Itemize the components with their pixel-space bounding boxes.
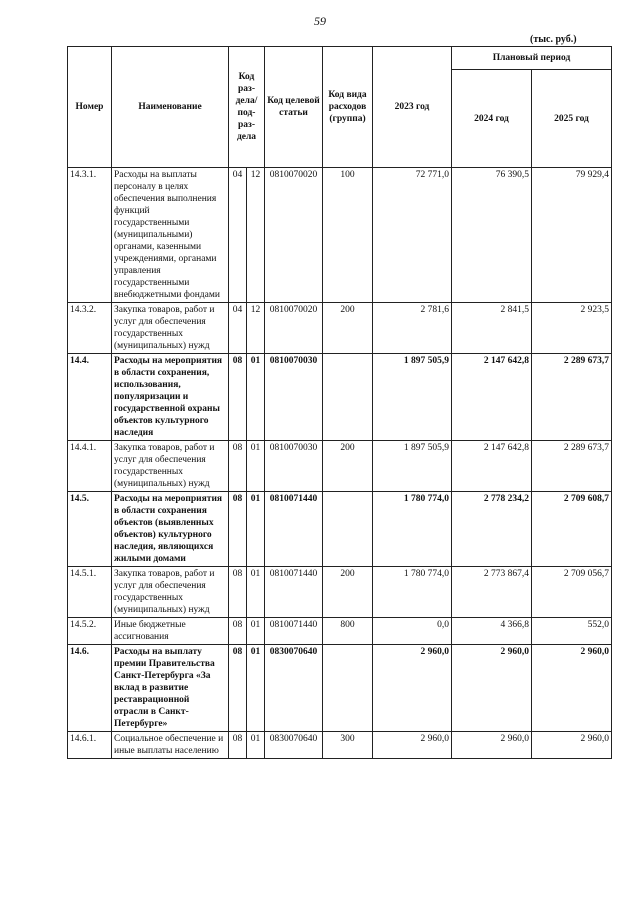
row-value-2024: 2 147 642,8 xyxy=(452,441,532,492)
row-expense-type: 800 xyxy=(323,618,373,645)
row-expense-type: 100 xyxy=(323,168,373,303)
header-name: Наименование xyxy=(112,47,229,168)
row-subsection: 01 xyxy=(247,354,265,441)
row-expense-type: 200 xyxy=(323,441,373,492)
row-section: 04 xyxy=(229,168,247,303)
row-subsection: 12 xyxy=(247,168,265,303)
row-value-2025: 2 289 673,7 xyxy=(532,354,612,441)
units-label: (тыс. руб.) xyxy=(530,34,577,45)
row-name: Расходы на мероприятия в области сохранения объектов (выявленных объектов) культурного наследия, являющихся жилыми домами xyxy=(112,492,229,567)
table-row xyxy=(68,492,612,567)
header-plan-period: Плановый период xyxy=(452,47,612,70)
row-value-2024: 2 841,5 xyxy=(452,303,532,354)
row-value-2025: 79 929,4 xyxy=(532,168,612,303)
row-number: 14.5.1. xyxy=(68,567,112,618)
table-row xyxy=(68,645,612,732)
row-value-2025: 2 709 608,7 xyxy=(532,492,612,567)
row-value-2023: 1 780 774,0 xyxy=(373,567,452,618)
row-target-code: 0810071440 xyxy=(265,567,323,618)
row-subsection: 01 xyxy=(247,618,265,645)
row-section: 08 xyxy=(229,441,247,492)
header-year-2025: 2025 год xyxy=(532,70,612,168)
table-row xyxy=(68,567,612,618)
row-number: 14.5.2. xyxy=(68,618,112,645)
row-number: 14.6. xyxy=(68,645,112,732)
row-subsection: 01 xyxy=(247,567,265,618)
row-target-code: 0810070030 xyxy=(265,354,323,441)
table-row xyxy=(68,354,612,441)
row-value-2023: 2 781,6 xyxy=(373,303,452,354)
header-year-2024: 2024 год xyxy=(452,70,532,168)
row-section: 08 xyxy=(229,567,247,618)
row-expense-type xyxy=(323,492,373,567)
row-value-2025: 552,0 xyxy=(532,618,612,645)
row-value-2025: 2 709 056,7 xyxy=(532,567,612,618)
row-section: 08 xyxy=(229,354,247,441)
row-target-code: 0810070020 xyxy=(265,168,323,303)
row-name: Расходы на выплаты персоналу в целях обеспечения выполнения функций государственными (муниципальными) органами, казенными учреждениями, органами управления государственными внебюджетными фондами xyxy=(112,168,229,303)
row-target-code: 0830070640 xyxy=(265,732,323,759)
row-target-code: 0810071440 xyxy=(265,618,323,645)
row-expense-type xyxy=(323,645,373,732)
row-name: Закупка товаров, работ и услуг для обеспечения государственных (муниципальных) нужд xyxy=(112,441,229,492)
header-number: Номер xyxy=(68,47,112,168)
header-row xyxy=(68,47,612,70)
row-subsection: 01 xyxy=(247,732,265,759)
row-name: Расходы на выплату премии Правительства Санкт-Петербурга «За вклад в развитие реставрационной отрасли в Санкт-Петербурге» xyxy=(112,645,229,732)
row-value-2024: 2 147 642,8 xyxy=(452,354,532,441)
row-number: 14.4. xyxy=(68,354,112,441)
table-body xyxy=(68,168,612,759)
row-value-2023: 2 960,0 xyxy=(373,732,452,759)
row-section: 08 xyxy=(229,732,247,759)
row-subsection: 01 xyxy=(247,492,265,567)
row-value-2023: 1 897 505,9 xyxy=(373,354,452,441)
page-number: 59 xyxy=(314,14,326,28)
row-value-2024: 4 366,8 xyxy=(452,618,532,645)
header-expense-type: Код вида расходов (группа) xyxy=(323,47,373,168)
row-value-2024: 2 960,0 xyxy=(452,732,532,759)
row-value-2025: 2 960,0 xyxy=(532,645,612,732)
row-target-code: 0810070020 xyxy=(265,303,323,354)
row-value-2024: 2 773 867,4 xyxy=(452,567,532,618)
row-number: 14.4.1. xyxy=(68,441,112,492)
table-row xyxy=(68,441,612,492)
row-subsection: 12 xyxy=(247,303,265,354)
row-value-2025: 2 960,0 xyxy=(532,732,612,759)
row-section: 08 xyxy=(229,645,247,732)
row-target-code: 0810071440 xyxy=(265,492,323,567)
table-row xyxy=(68,732,612,759)
row-number: 14.3.2. xyxy=(68,303,112,354)
row-name: Закупка товаров, работ и услуг для обеспечения государственных (муниципальных) нужд xyxy=(112,303,229,354)
row-expense-type xyxy=(323,354,373,441)
row-value-2025: 2 289 673,7 xyxy=(532,441,612,492)
row-subsection: 01 xyxy=(247,645,265,732)
header-section: Код раз-дела/ под-раз-дела xyxy=(229,47,265,168)
row-name: Социальное обеспечение и иные выплаты населению xyxy=(112,732,229,759)
row-value-2023: 2 960,0 xyxy=(373,645,452,732)
table-row xyxy=(68,303,612,354)
row-target-code: 0810070030 xyxy=(265,441,323,492)
budget-table xyxy=(67,46,612,759)
row-section: 08 xyxy=(229,492,247,567)
row-subsection: 01 xyxy=(247,441,265,492)
row-value-2023: 1 897 505,9 xyxy=(373,441,452,492)
row-expense-type: 200 xyxy=(323,303,373,354)
table-row xyxy=(68,168,612,303)
row-value-2023: 0,0 xyxy=(373,618,452,645)
header-year-2023: 2023 год xyxy=(373,47,452,168)
row-name: Иные бюджетные ассигнования xyxy=(112,618,229,645)
row-value-2025: 2 923,5 xyxy=(532,303,612,354)
row-expense-type: 300 xyxy=(323,732,373,759)
row-section: 04 xyxy=(229,303,247,354)
header-target: Код целевой статьи xyxy=(265,47,323,168)
row-name: Расходы на мероприятия в области сохранения, использования, популяризации и государственной охраны объектов культурного наследия xyxy=(112,354,229,441)
row-value-2024: 76 390,5 xyxy=(452,168,532,303)
row-target-code: 0830070640 xyxy=(265,645,323,732)
row-section: 08 xyxy=(229,618,247,645)
row-number: 14.5. xyxy=(68,492,112,567)
row-value-2023: 1 780 774,0 xyxy=(373,492,452,567)
row-number: 14.3.1. xyxy=(68,168,112,303)
row-number: 14.6.1. xyxy=(68,732,112,759)
row-value-2024: 2 960,0 xyxy=(452,645,532,732)
row-value-2023: 72 771,0 xyxy=(373,168,452,303)
table-row xyxy=(68,618,612,645)
row-expense-type: 200 xyxy=(323,567,373,618)
row-value-2024: 2 778 234,2 xyxy=(452,492,532,567)
row-name: Закупка товаров, работ и услуг для обеспечения государственных (муниципальных) нужд xyxy=(112,567,229,618)
